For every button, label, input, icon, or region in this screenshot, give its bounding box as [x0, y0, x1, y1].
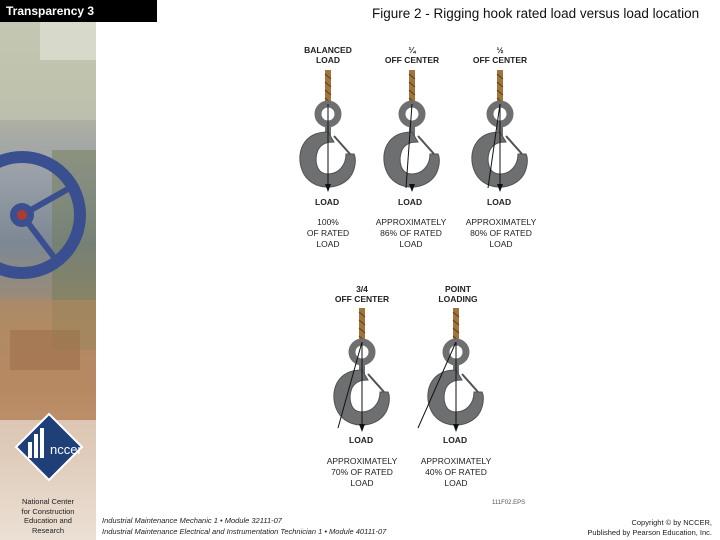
rated-load-point: APPROXIMATELY 40% OF RATED LOAD [420, 456, 492, 488]
copyright-notice: Copyright © by NCCER, Published by Pearson Education, Inc. [587, 518, 712, 537]
rated-load-three-quarter: APPROXIMATELY 70% OF RATED LOAD [326, 456, 398, 488]
hook-label-balanced: BALANCED LOAD [304, 45, 352, 65]
load-label: LOAD [398, 197, 423, 207]
load-label: LOAD [315, 197, 340, 207]
hook-half-off-center [472, 70, 527, 192]
hook-label-point: POINT LOADING [438, 284, 478, 304]
hook-quarter-off-center [384, 70, 439, 192]
hook-label-three-quarter: 3/4 OFF CENTER [334, 284, 390, 304]
hook-three-quarter-off-center [334, 308, 389, 432]
load-label: LOAD [487, 197, 512, 207]
transparency-label: Transparency 3 [0, 0, 157, 22]
hook-point-loading [418, 308, 483, 432]
hook-balanced [300, 70, 355, 192]
rated-load-half: APPROXIMATELY 80% OF RATED LOAD [465, 217, 537, 249]
rated-load-quarter: APPROXIMATELY 86% OF RATED LOAD [375, 217, 447, 249]
organization-name: National Center for Construction Education and Research [21, 497, 75, 535]
hook-label-quarter: ¼ OFF CENTER [384, 45, 440, 65]
load-label: LOAD [349, 435, 374, 445]
figure-number: 111F02.EPS [492, 500, 526, 506]
load-label: LOAD [443, 435, 468, 445]
logo-text: nccer [50, 442, 82, 457]
module-reference: Industrial Maintenance Mechanic 1 • Module 32111-07 Industrial Maintenance Electrical and Instrumentation Technician 1 • Module 40111-07 [102, 516, 387, 536]
hook-label-half: ½ OFF CENTER [472, 45, 528, 65]
figure-title: Figure 2 - Rigging hook rated load versus load location [372, 6, 700, 21]
rated-load-balanced: 100% OF RATED LOAD [306, 217, 350, 249]
